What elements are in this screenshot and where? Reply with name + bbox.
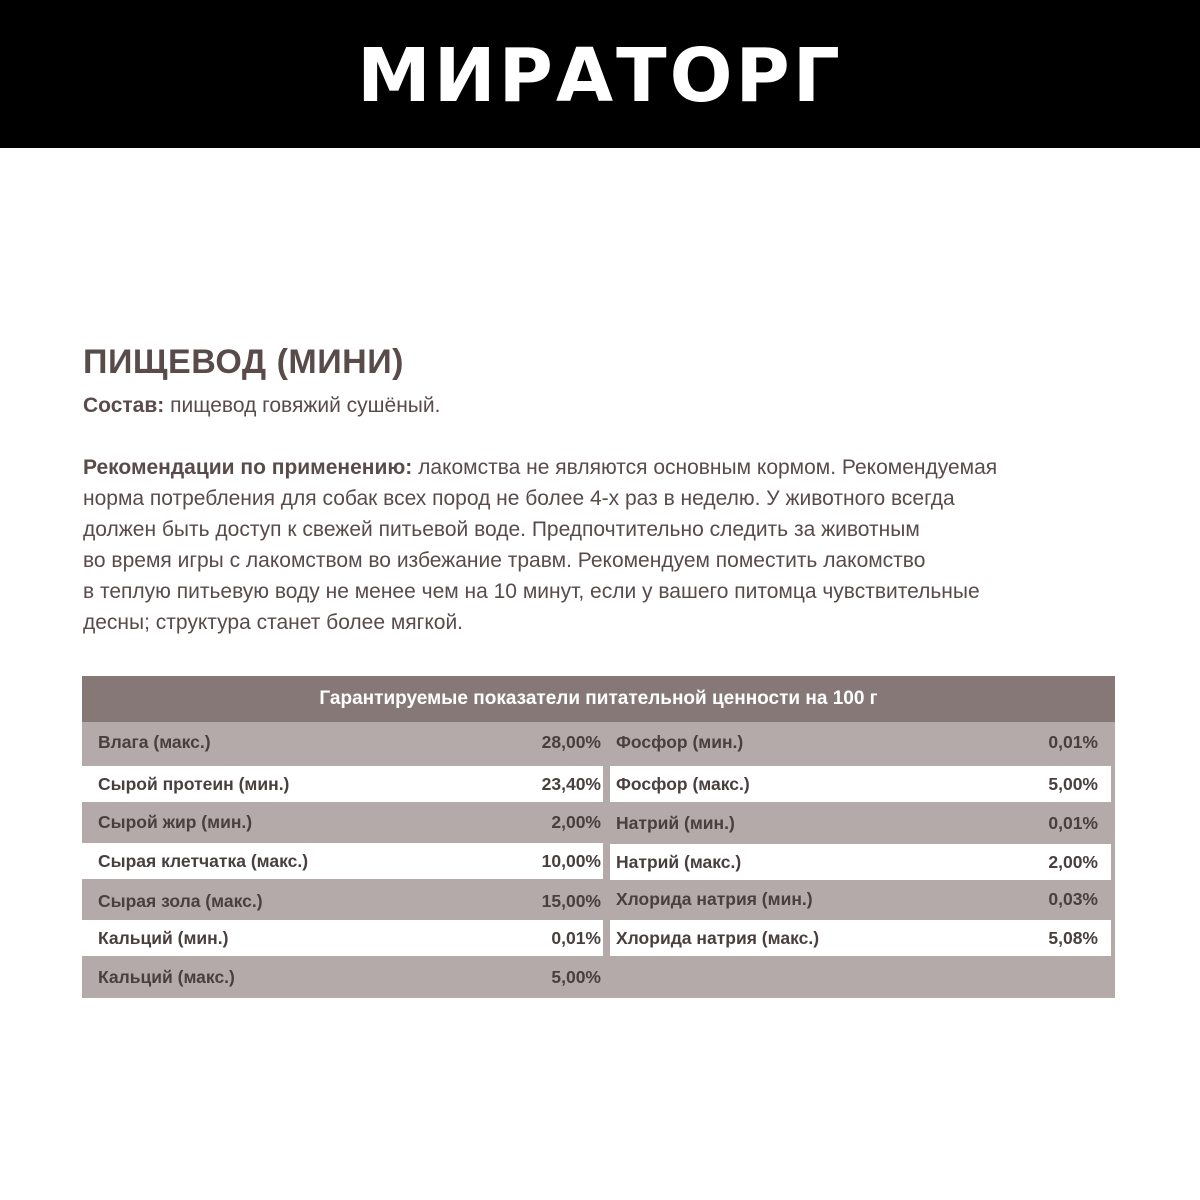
nutrient-value: 5,00% bbox=[551, 966, 601, 987]
composition-text: пищевод говяжий сушёный. bbox=[170, 394, 441, 417]
nutrition-row bbox=[610, 844, 1111, 880]
nutrient-name: Фосфор (мин.) bbox=[616, 731, 744, 752]
nutrient-value: 2,00% bbox=[1048, 851, 1098, 872]
nutrient-name: Сырой протеин (мин.) bbox=[98, 773, 290, 794]
composition bbox=[83, 394, 440, 418]
nutrient-name: Влага (макс.) bbox=[98, 731, 211, 752]
nutrient-value: 10,00% bbox=[541, 850, 601, 871]
nutrition-table bbox=[82, 676, 1115, 998]
nutrition-row bbox=[610, 724, 1111, 760]
nutrient-name: Хлорида натрия (мин.) bbox=[616, 888, 813, 909]
recommendations-line: во время игры с лакомством во избежание травм. Рекомендуем поместить лакомство bbox=[83, 549, 926, 572]
nutrient-value: 0,03% bbox=[1048, 888, 1098, 909]
nutrition-row bbox=[82, 959, 603, 995]
nutrient-value: 0,01% bbox=[1048, 731, 1098, 752]
product-title: ПИЩЕВОД (МИНИ) bbox=[83, 343, 404, 381]
nutrition-table-header: Гарантируемые показатели питательной ценности на 100 г bbox=[82, 676, 1115, 722]
nutrient-name: Сырая клетчатка (макс.) bbox=[98, 850, 309, 871]
recommendations-line: норма потребления для собак всех пород не более 4-х раз в неделю. У животного всегда bbox=[83, 487, 955, 510]
recommendations-label: Рекомендации по применению: bbox=[83, 456, 413, 479]
miratorg-logo: МИРАТОРГ bbox=[357, 33, 843, 119]
nutrient-value: 15,00% bbox=[541, 890, 601, 911]
nutrient-value: 23,40% bbox=[541, 773, 601, 794]
brand-header bbox=[0, 0, 1200, 148]
nutrition-row bbox=[82, 724, 603, 760]
nutrient-value: 0,01% bbox=[1048, 812, 1098, 833]
nutrient-name: Фосфор (макс.) bbox=[616, 773, 750, 794]
recommendations-text: лакомства не являются основным кормом. Рекомендуемая bbox=[418, 456, 998, 479]
composition-label: Состав: bbox=[83, 394, 165, 417]
nutrient-name: Сырой жир (мин.) bbox=[98, 811, 253, 832]
nutrient-name: Кальций (макс.) bbox=[98, 966, 235, 987]
nutrient-name: Натрий (мин.) bbox=[616, 812, 735, 833]
nutrition-row bbox=[82, 766, 603, 802]
recommendations-line bbox=[83, 452, 1133, 483]
nutrition-row bbox=[82, 920, 603, 956]
nutrient-value: 2,00% bbox=[551, 811, 601, 832]
nutrition-row bbox=[82, 883, 603, 919]
nutrient-name: Сырая зола (макс.) bbox=[98, 890, 263, 911]
nutrition-row bbox=[610, 766, 1111, 802]
nutrition-row bbox=[610, 920, 1111, 956]
nutrient-name: Хлорида натрия (макс.) bbox=[616, 927, 820, 948]
nutrient-value: 5,08% bbox=[1048, 927, 1098, 948]
nutrition-row bbox=[82, 804, 603, 840]
recommendations-line: должен быть доступ к свежей питьевой воде. Предпочтительно следить за животным bbox=[83, 518, 920, 541]
nutrient-value: 28,00% bbox=[541, 731, 601, 752]
nutrition-row bbox=[610, 805, 1111, 841]
nutrient-name: Кальций (мин.) bbox=[98, 927, 229, 948]
nutrient-value: 5,00% bbox=[1048, 773, 1098, 794]
nutrient-name: Натрий (макс.) bbox=[616, 851, 742, 872]
recommendations-line: десны; структура станет более мягкой. bbox=[83, 611, 464, 634]
nutrition-row bbox=[82, 843, 603, 879]
nutrient-value: 0,01% bbox=[551, 927, 601, 948]
nutrition-row bbox=[610, 881, 1111, 917]
recommendations-line: в теплую питьевую воду не менее чем на 10 минут, если у вашего питомца чувствительные bbox=[83, 580, 980, 603]
recommendations bbox=[83, 452, 1133, 638]
